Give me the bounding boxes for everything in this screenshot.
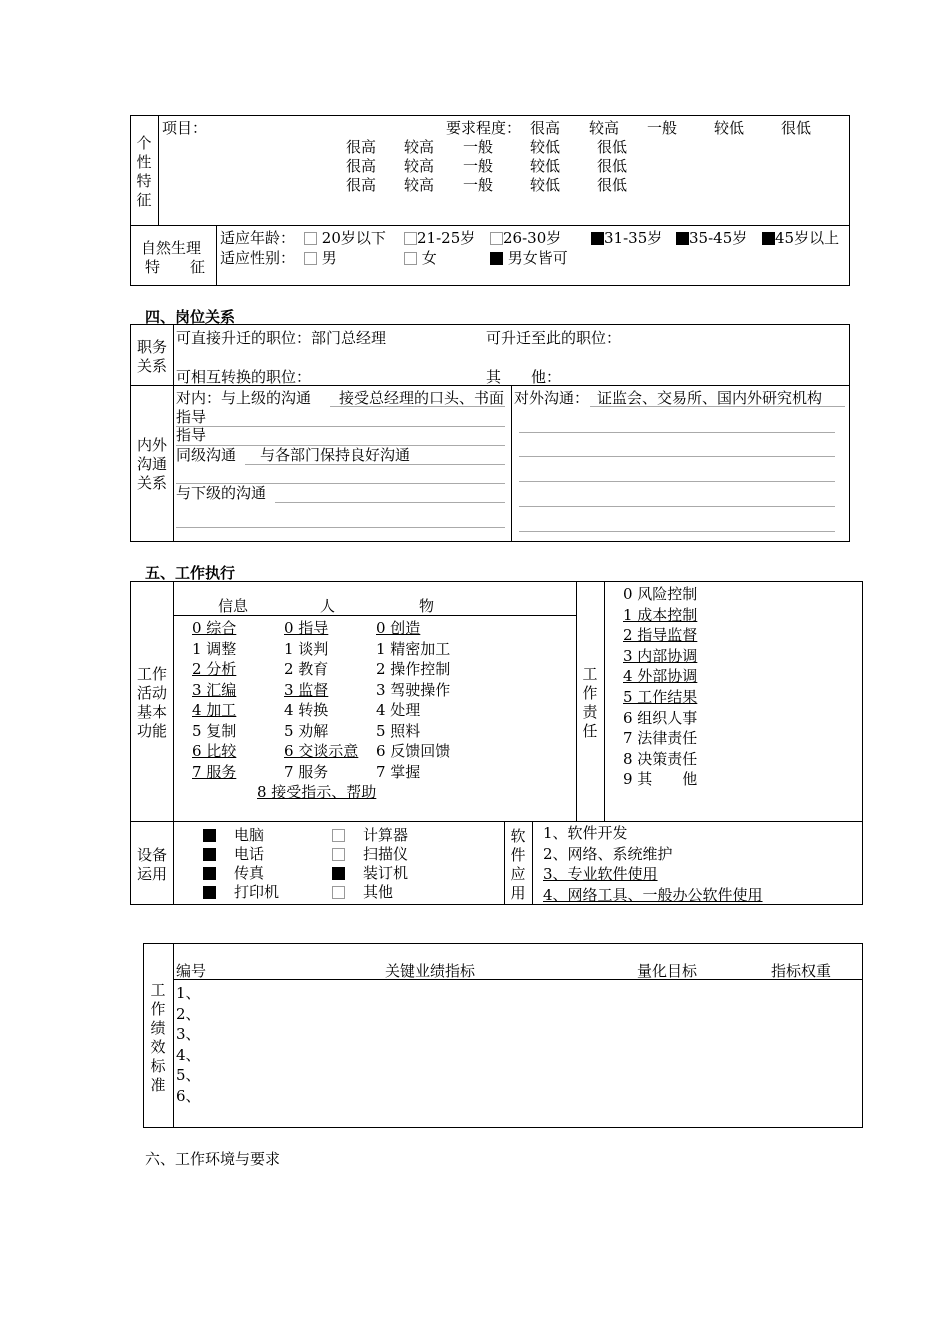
- line: [176, 527, 505, 528]
- performance-row: 1、: [176, 984, 201, 1002]
- age-label: 适应年龄：: [220, 229, 296, 247]
- responsibility-item: 7 法律责任: [623, 729, 698, 748]
- info-function-item: 5 复制: [192, 721, 237, 740]
- things-function-item: 6 反馈回馈: [376, 742, 451, 760]
- section-title: 四、岗位关系: [145, 308, 236, 326]
- col-header-people: 人: [320, 597, 336, 615]
- divider: [173, 821, 174, 905]
- divider: [173, 324, 174, 542]
- internal-superior: 接受总经理的口头、书面: [339, 389, 505, 407]
- equipment-option[interactable]: [203, 845, 264, 863]
- promote-from: 可升迁至此的职位：: [486, 329, 622, 347]
- responsibility-item: 6 组织人事: [623, 708, 698, 727]
- physiology-label: 自然生理: [141, 239, 202, 257]
- line: [245, 464, 505, 465]
- responsibility-item: 8 决策责任: [623, 749, 698, 768]
- performance-table: [143, 943, 863, 1128]
- equipment-label: 扫描仪: [363, 845, 409, 863]
- equipment-checkbox[interactable]: [203, 886, 216, 899]
- divider: [511, 385, 512, 542]
- equipment-option[interactable]: [203, 864, 264, 882]
- equipment-label: 其他: [363, 883, 394, 901]
- peer-comm: 与各部门保持良好沟通: [260, 446, 411, 464]
- external-prefix: 对外沟通：: [514, 389, 590, 407]
- level-option: 很高: [346, 176, 377, 194]
- equipment-label: 电话: [234, 845, 265, 863]
- level-option: 一般: [463, 157, 494, 175]
- comm-label: 内外 沟通 关系: [136, 436, 167, 492]
- equipment-checkbox[interactable]: [332, 848, 345, 861]
- line: [275, 502, 505, 503]
- performance-row: 2、: [176, 1004, 201, 1023]
- item-label: 项目：: [162, 119, 208, 137]
- info-function-item: 3 汇编: [192, 680, 237, 699]
- things-function-item: 4 处理: [376, 701, 421, 719]
- level-option: 较高: [404, 138, 435, 156]
- level-option: 很高: [346, 138, 377, 156]
- age-option[interactable]: 20岁以下: [304, 229, 386, 247]
- equipment-checkbox[interactable]: [332, 829, 345, 842]
- level-option: 较低: [530, 176, 561, 194]
- equipment-label: 传真: [234, 864, 265, 882]
- divider: [504, 821, 505, 905]
- info-function-item: 1 调整: [192, 639, 237, 658]
- internal-superior-cont: 指导: [176, 408, 207, 426]
- col-kpi: 关键业绩指标: [385, 962, 476, 980]
- line: [519, 531, 835, 532]
- divider: [216, 225, 217, 286]
- equipment-label: 电脑: [234, 826, 265, 844]
- responsibility-item: 4 外部协调: [623, 667, 698, 686]
- things-function-item: 3 驾驶操作: [376, 680, 451, 699]
- line: [590, 406, 845, 407]
- responsibility-item: 2 指导监督: [623, 626, 698, 645]
- age-option[interactable]: 26-30岁: [490, 229, 561, 247]
- equipment-option[interactable]: [332, 883, 393, 901]
- interchange: 可相互转换的职位：: [176, 368, 312, 386]
- sub-prefix: 与下级的沟通: [176, 484, 267, 502]
- software-item: 3、专业软件使用: [543, 865, 658, 883]
- age-checkbox[interactable]: [404, 232, 417, 245]
- divider: [158, 115, 159, 225]
- level-option: 很低: [597, 157, 628, 175]
- divider: [173, 943, 174, 1128]
- gender-label: 适应性别：: [220, 249, 296, 267]
- software-item: 1、软件开发: [543, 824, 628, 842]
- external-comm: 证监会、交易所、国内外研究机构: [597, 389, 823, 407]
- equipment-label: 计算器: [363, 826, 409, 844]
- section-title: 六、工作环境与要求: [145, 1150, 281, 1168]
- divider: [173, 979, 863, 980]
- people-function-item: 2 教育: [284, 660, 329, 678]
- col-target: 量化目标: [637, 962, 698, 980]
- level-header: 一般: [647, 119, 678, 137]
- equipment-option[interactable]: [332, 826, 408, 844]
- line: [519, 506, 835, 507]
- level-option: 一般: [463, 138, 494, 156]
- responsibility-item: 5 工作结果: [623, 688, 698, 706]
- line: [519, 432, 835, 433]
- level-option: 很低: [597, 176, 628, 194]
- responsibility-item: 9 其 他: [623, 770, 698, 789]
- equipment-checkbox[interactable]: [332, 886, 345, 899]
- people-extra: 8 接受指示、帮助: [257, 783, 377, 801]
- equipment-label: 装订机: [363, 864, 409, 882]
- divider: [604, 581, 605, 821]
- people-function-item: 6 交谈示意: [284, 742, 359, 760]
- duty-label: 职务 关系: [136, 338, 167, 375]
- age-checkbox[interactable]: [762, 232, 775, 245]
- software-label: 软 件 应 用: [510, 827, 526, 902]
- gender-option[interactable]: 女: [404, 249, 437, 267]
- people-function-item: 7 服务: [284, 762, 329, 781]
- line: [176, 426, 505, 427]
- age-option[interactable]: 31-35岁: [591, 229, 662, 247]
- level-option: 较低: [530, 138, 561, 156]
- performance-row: 4、: [176, 1045, 201, 1064]
- internal-prefix: 对内：与上级的沟通: [176, 389, 312, 407]
- equipment-checkbox[interactable]: [203, 829, 216, 842]
- equipment-checkbox[interactable]: [332, 867, 345, 880]
- things-function-item: 7 掌握: [376, 762, 421, 781]
- gender-checkbox[interactable]: [304, 252, 317, 265]
- info-function-item: 6 比较: [192, 742, 237, 760]
- software-item: 2、网络、系统维护: [543, 844, 673, 863]
- info-function-item: 2 分析: [192, 660, 237, 678]
- level-header: 较高: [589, 119, 620, 137]
- level-option: 很低: [597, 138, 628, 156]
- people-function-item: 0 指导: [284, 619, 329, 637]
- relations-table: [130, 324, 850, 542]
- gender-option[interactable]: 男: [304, 249, 337, 267]
- performance-row: 6、: [176, 1087, 201, 1105]
- people-function-item: 5 劝解: [284, 721, 329, 740]
- responsibility-item: 3 内部协调: [623, 646, 698, 665]
- age-checkbox[interactable]: [490, 232, 503, 245]
- personality-side-label: 个 性 特 征: [136, 134, 152, 209]
- equipment-option[interactable]: [203, 826, 264, 844]
- age-checkbox[interactable]: [304, 232, 317, 245]
- col-no: 编号: [176, 962, 207, 980]
- info-function-item: 7 服务: [192, 762, 237, 781]
- divider: [130, 225, 850, 226]
- level-header: 较低: [714, 119, 745, 137]
- people-function-item: 4 转换: [284, 701, 329, 719]
- section-title: 五、工作执行: [145, 564, 236, 582]
- level-option: 较高: [404, 176, 435, 194]
- requirement-label: 要求程度：: [446, 119, 522, 137]
- responsibility-item: 1 成本控制: [623, 605, 698, 624]
- gender-checkbox[interactable]: [404, 252, 417, 265]
- info-function-item: 0 综合: [192, 619, 237, 637]
- things-function-item: 0 创造: [376, 619, 421, 637]
- level-option: 较高: [404, 157, 435, 175]
- level-option: 较低: [530, 157, 561, 175]
- performance-row: 5、: [176, 1066, 201, 1085]
- performance-label: 工 作 绩 效 标 准: [150, 981, 166, 1094]
- line: [519, 456, 835, 457]
- equipment-option[interactable]: [332, 864, 408, 882]
- age-checkbox[interactable]: [676, 232, 689, 245]
- things-function-item: 2 操作控制: [376, 660, 451, 678]
- info-function-item: 4 加工: [192, 701, 237, 719]
- divider: [576, 581, 577, 821]
- other: 其 他：: [486, 368, 562, 386]
- promote-to: 可直接升迁的职位：部门总经理: [176, 329, 387, 347]
- equipment-option[interactable]: [203, 883, 279, 901]
- divider: [532, 821, 533, 905]
- resp-label: 工 作 责 任: [582, 665, 598, 740]
- performance-row: 3、: [176, 1025, 201, 1044]
- software-item: 4、网络工具、一般办公软件使用: [543, 885, 763, 904]
- things-function-item: 1 精密加工: [376, 639, 451, 658]
- age-option[interactable]: 45岁以上: [762, 229, 839, 247]
- responsibility-item: 0 风险控制: [623, 585, 698, 603]
- col-header-things: 物: [419, 597, 435, 615]
- internal-superior-cont: 指导: [176, 426, 207, 444]
- equipment-checkbox[interactable]: [203, 848, 216, 861]
- age-checkbox[interactable]: [591, 232, 604, 245]
- equipment-option[interactable]: [332, 845, 408, 863]
- level-option: 一般: [463, 176, 494, 194]
- divider: [130, 821, 863, 822]
- gender-checkbox[interactable]: [490, 252, 503, 265]
- equipment-checkbox[interactable]: [203, 867, 216, 880]
- gender-option[interactable]: 男女皆可: [490, 249, 568, 267]
- col-header-info: 信息: [218, 597, 249, 615]
- divider: [173, 615, 576, 616]
- people-function-item: 1 谈判: [284, 639, 329, 658]
- level-header: 很高: [530, 119, 561, 137]
- divider: [173, 581, 174, 821]
- line: [519, 481, 835, 482]
- line: [330, 406, 505, 407]
- equipment-label: 打印机: [234, 883, 280, 901]
- col-weight: 指标权重: [771, 962, 832, 980]
- level-option: 很高: [346, 157, 377, 175]
- equip-label: 设备 运用: [136, 846, 167, 883]
- age-option[interactable]: 35-45岁: [676, 229, 747, 247]
- age-option[interactable]: 21-25岁: [404, 229, 475, 247]
- peer-prefix: 同级沟通: [176, 446, 237, 464]
- things-function-item: 5 照料: [376, 721, 421, 740]
- level-header: 很低: [781, 119, 812, 137]
- physiology-label: 特 征: [145, 258, 206, 276]
- people-function-item: 3 监督: [284, 680, 329, 699]
- activity-label: 工作 活动 基本 功能: [136, 665, 167, 740]
